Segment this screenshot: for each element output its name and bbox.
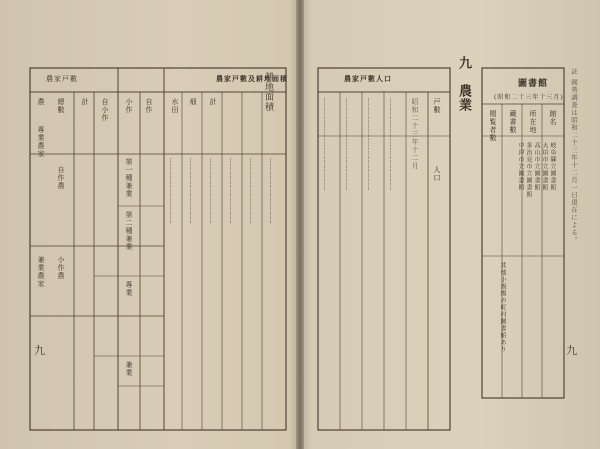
- library-col-location: 所在地: [529, 110, 537, 134]
- numeric-column: ………………………………………: [268, 158, 276, 225]
- library-row-5: 中津市立圖書館: [517, 142, 524, 191]
- left-page-mark: 九: [34, 344, 45, 357]
- cat-label-2: 專業農家: [37, 126, 45, 158]
- numeric-column: ………………………………………: [188, 158, 196, 225]
- library-col-readers: 閲覧者數: [489, 110, 497, 142]
- numeric-column: ………………………………………: [208, 158, 216, 225]
- left-page: [6, 6, 296, 443]
- library-row-2: 大垣市立圖書館: [541, 142, 548, 191]
- right-page-mark: 九: [566, 344, 577, 357]
- library-subtitle: (昭和二十三年十三月): [494, 94, 564, 101]
- section-number: 九: [456, 56, 471, 70]
- numeric-column: ………………………………………: [228, 158, 236, 225]
- book-gutter: [296, 0, 304, 449]
- numeric-column: ………………………………………: [168, 158, 176, 225]
- library-row-3: 高山市立圖書館: [533, 142, 540, 191]
- library-col-books: 藏書數: [509, 110, 517, 134]
- mid-label-3: 計: [209, 98, 217, 106]
- header-label-households: 戸數: [433, 98, 441, 114]
- right-page: [304, 6, 594, 443]
- cat-label-3: 兼業農家: [37, 256, 45, 288]
- numeric-column: ………………………………………………………: [366, 98, 374, 191]
- numeric-column: ………………………………………………………: [388, 98, 396, 191]
- mid-label-2: 畑: [189, 98, 197, 106]
- row-label-4: 兼業: [125, 361, 133, 377]
- left-table-title: 農家戸數及耕地面積: [216, 74, 288, 83]
- numeric-column: ………………………………………………………: [322, 98, 330, 191]
- left-header-households: 農家戸數: [46, 75, 78, 83]
- col-label-jikosaku: 自小作: [101, 98, 109, 122]
- col-label-kei: 計: [81, 98, 89, 106]
- library-note: 其他小規模の町村圖書館あり: [499, 262, 506, 353]
- col-label-jisaku: 自作: [145, 98, 153, 114]
- library-row-1: 岐阜縣立圖書館: [549, 142, 556, 191]
- library-title: 圖書館: [518, 79, 549, 89]
- library-col-name: 館名: [549, 110, 557, 126]
- section-title: 農業: [456, 84, 471, 112]
- col-label-kosaku: 小作: [125, 98, 133, 114]
- library-row-4: 多治見市立圖書館: [525, 142, 532, 198]
- row-label-1: 第一種兼業: [125, 158, 133, 198]
- mid-label-1: 水田: [171, 98, 179, 114]
- numeric-column: ………………………………………………………: [344, 98, 352, 191]
- subcat-label-2: 自作農: [57, 166, 65, 190]
- row-label-2: 第二種兼業: [125, 211, 133, 251]
- right-table-title: 農家戸數人口: [344, 74, 392, 83]
- row-label-3: 專業: [125, 281, 133, 297]
- right-sub-header: 昭和二十三年十二月: [411, 98, 419, 170]
- cat-label-1: 農: [37, 98, 45, 106]
- footnote: 註 國勢調査は昭和二十三年十二月一日現在による。: [570, 68, 578, 244]
- left-table-title-a: 耕地面積: [263, 72, 273, 112]
- numeric-column: ………………………………………: [248, 158, 256, 225]
- subcat-label-1: 總數: [57, 98, 65, 114]
- header-label-population: 人口: [433, 166, 441, 182]
- subcat-label-3: 小作農: [57, 256, 65, 280]
